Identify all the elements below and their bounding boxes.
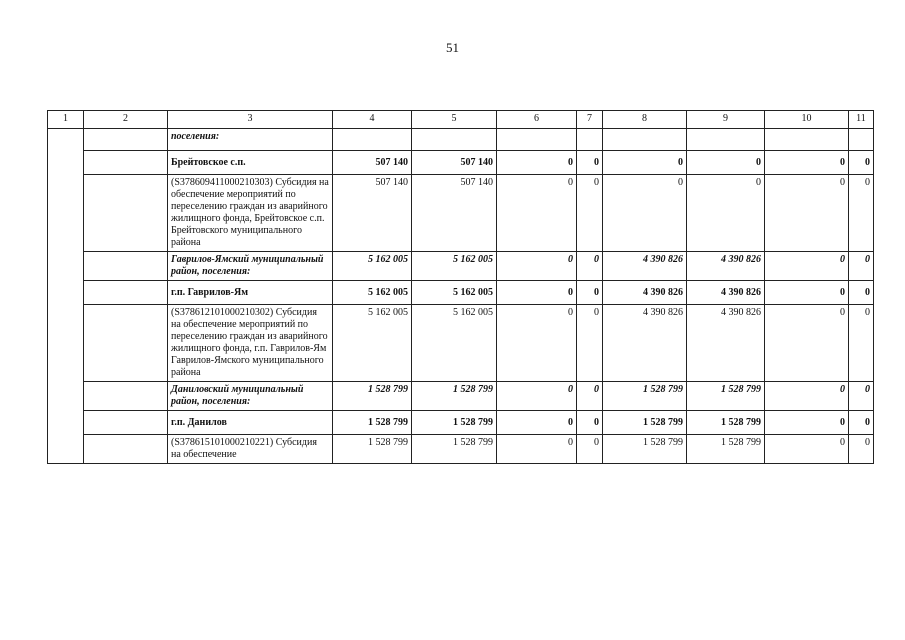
- value-cell-col4: 507 140: [333, 151, 412, 175]
- value-cell-col7: 0: [577, 281, 603, 305]
- value-cell-col7: 0: [577, 435, 603, 464]
- value-cell-col9: 1 528 799: [687, 411, 765, 435]
- value-cell-col6: 0: [497, 281, 577, 305]
- value-cell-col10: 0: [765, 281, 849, 305]
- table-row: [48, 411, 874, 435]
- budget-table: [47, 110, 874, 464]
- value-cell-col10: 0: [765, 252, 849, 281]
- column-header-9: 9: [687, 111, 765, 129]
- column-header-4: 4: [333, 111, 412, 129]
- table-row: [48, 305, 874, 382]
- value-cell-col11: 0: [849, 435, 874, 464]
- value-cell-col11: 0: [849, 252, 874, 281]
- col2-cell: [84, 151, 168, 175]
- header-row: [48, 111, 874, 129]
- value-cell-col8: [603, 129, 687, 151]
- value-cell-col8: 1 528 799: [603, 411, 687, 435]
- value-cell-col8: 1 528 799: [603, 382, 687, 411]
- value-cell-col7: 0: [577, 175, 603, 252]
- column-header-10: 10: [765, 111, 849, 129]
- value-cell-col5: 1 528 799: [412, 382, 497, 411]
- value-cell-col10: 0: [765, 175, 849, 252]
- table-row: [48, 382, 874, 411]
- value-cell-col10: 0: [765, 411, 849, 435]
- table-body: [48, 129, 874, 464]
- value-cell-col6: 0: [497, 151, 577, 175]
- col2-cell: [84, 281, 168, 305]
- description-cell: (S378612101000210302) Субсидия на обеспечение мероприятий по переселению граждан из аварийного жилищного фонда, г.п. Гаврилов-Ям Гаврилов-Ямского муниципального района: [168, 305, 333, 382]
- description-cell: Брейтовское с.п.: [168, 151, 333, 175]
- value-cell-col7: 0: [577, 151, 603, 175]
- value-cell-col7: 0: [577, 382, 603, 411]
- description-cell: г.п. Данилов: [168, 411, 333, 435]
- value-cell-col9: 0: [687, 151, 765, 175]
- value-cell-col11: 0: [849, 151, 874, 175]
- column-header-3: 3: [168, 111, 333, 129]
- value-cell-col4: 5 162 005: [333, 281, 412, 305]
- col2-cell: [84, 175, 168, 252]
- value-cell-col11: 0: [849, 305, 874, 382]
- value-cell-col8: 0: [603, 175, 687, 252]
- col2-cell: [84, 129, 168, 151]
- value-cell-col7: 0: [577, 411, 603, 435]
- value-cell-col11: 0: [849, 382, 874, 411]
- description-cell: г.п. Гаврилов-Ям: [168, 281, 333, 305]
- value-cell-col8: 0: [603, 151, 687, 175]
- value-cell-col7: 0: [577, 252, 603, 281]
- description-cell: Даниловский муниципальный район, поселения:: [168, 382, 333, 411]
- column-header-5: 5: [412, 111, 497, 129]
- value-cell-col6: 0: [497, 382, 577, 411]
- value-cell-col6: 0: [497, 252, 577, 281]
- value-cell-col10: 0: [765, 151, 849, 175]
- table-row: [48, 281, 874, 305]
- col2-cell: [84, 305, 168, 382]
- table-row: [48, 129, 874, 151]
- value-cell-col6: 0: [497, 435, 577, 464]
- value-cell-col8: 4 390 826: [603, 252, 687, 281]
- value-cell-col4: 1 528 799: [333, 435, 412, 464]
- value-cell-col5: 507 140: [412, 175, 497, 252]
- value-cell-col4: 1 528 799: [333, 411, 412, 435]
- value-cell-col10: 0: [765, 435, 849, 464]
- value-cell-col11: 0: [849, 281, 874, 305]
- value-cell-col4: 1 528 799: [333, 382, 412, 411]
- value-cell-col11: 0: [849, 175, 874, 252]
- description-cell: (S378609411000210303) Субсидия на обеспечение мероприятий по переселению граждан из аварийного жилищного фонда, Брейтовское с.п. Брейтовского муниципального района: [168, 175, 333, 252]
- value-cell-col9: 4 390 826: [687, 281, 765, 305]
- col1-cell: [48, 129, 84, 464]
- value-cell-col11: [849, 129, 874, 151]
- value-cell-col7: [577, 129, 603, 151]
- value-cell-col10: 0: [765, 382, 849, 411]
- value-cell-col10: 0: [765, 305, 849, 382]
- table-row: [48, 252, 874, 281]
- value-cell-col9: 1 528 799: [687, 382, 765, 411]
- table-row: [48, 175, 874, 252]
- value-cell-col5: 5 162 005: [412, 305, 497, 382]
- value-cell-col4: 5 162 005: [333, 305, 412, 382]
- value-cell-col6: 0: [497, 411, 577, 435]
- description-cell: Гаврилов-Ямский муниципальный район, поселения:: [168, 252, 333, 281]
- value-cell-col5: 1 528 799: [412, 435, 497, 464]
- column-header-7: 7: [577, 111, 603, 129]
- value-cell-col5: [412, 129, 497, 151]
- value-cell-col4: 5 162 005: [333, 252, 412, 281]
- column-header-8: 8: [603, 111, 687, 129]
- value-cell-col9: [687, 129, 765, 151]
- value-cell-col6: 0: [497, 305, 577, 382]
- value-cell-col5: 507 140: [412, 151, 497, 175]
- page-number: 51: [446, 40, 459, 55]
- col2-cell: [84, 411, 168, 435]
- value-cell-col5: 5 162 005: [412, 252, 497, 281]
- col2-cell: [84, 435, 168, 464]
- column-header-11: 11: [849, 111, 874, 129]
- value-cell-col7: 0: [577, 305, 603, 382]
- col2-cell: [84, 252, 168, 281]
- value-cell-col6: 0: [497, 175, 577, 252]
- value-cell-col10: [765, 129, 849, 151]
- description-cell: поселения:: [168, 129, 333, 151]
- table-row: [48, 151, 874, 175]
- table-row: [48, 435, 874, 464]
- value-cell-col9: 4 390 826: [687, 252, 765, 281]
- description-cell: (S378615101000210221) Субсидия на обеспечение: [168, 435, 333, 464]
- value-cell-col9: 1 528 799: [687, 435, 765, 464]
- value-cell-col11: 0: [849, 411, 874, 435]
- value-cell-col5: 5 162 005: [412, 281, 497, 305]
- column-header-1: 1: [48, 111, 84, 129]
- value-cell-col9: 4 390 826: [687, 305, 765, 382]
- value-cell-col4: [333, 129, 412, 151]
- column-header-6: 6: [497, 111, 577, 129]
- column-header-2: 2: [84, 111, 168, 129]
- value-cell-col5: 1 528 799: [412, 411, 497, 435]
- col2-cell: [84, 382, 168, 411]
- value-cell-col9: 0: [687, 175, 765, 252]
- value-cell-col8: 1 528 799: [603, 435, 687, 464]
- value-cell-col8: 4 390 826: [603, 305, 687, 382]
- value-cell-col8: 4 390 826: [603, 281, 687, 305]
- value-cell-col6: [497, 129, 577, 151]
- value-cell-col4: 507 140: [333, 175, 412, 252]
